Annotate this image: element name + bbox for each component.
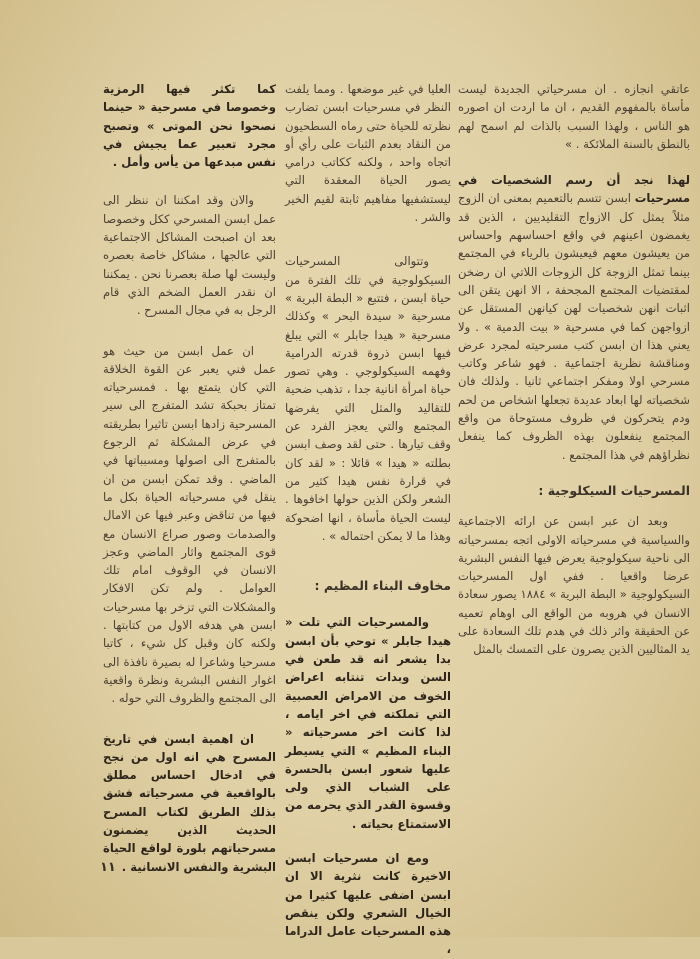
left-column bbox=[103, 80, 276, 876]
section-heading: مخاوف البناء المظيم : bbox=[314, 578, 451, 594]
paragraph: كما تكثر فيها الرمزية وخصوصا في مسرحية « حينما نصحوا نحن الموتى » وتصبح مجرد تعبير عما يجيش في نفس مبدعها من يأس وأمل . bbox=[103, 82, 276, 170]
right-column bbox=[458, 80, 690, 659]
paragraph: والان وقد امكننا ان ننظر الى عمل ابسن المسرحي ككل وخصوصا بعد ان اصبحت المشاكل الاجتماعية التي عالجها ، مشاكل خاصة بعصره وليست لها صلة بعصرنا نحن . يمكننا ان نقدر العمل الضخم الذي قام الرجل به في مجال المسرح . bbox=[103, 193, 276, 318]
paragraph: وبعد ان عبر ابسن عن ارائه الاجتماعية والسياسية في مسرحياته الاولى اتجه بمسرحياته الى ناحية سيكولوجية يعرض فيها النفس البشرية عرضا واقعيا . ففي اول المسرحيات السيكولوجية « البطة البرية » ١٨٨٤ يصور سعادة الانسان في هروبه من الواقع الى اوهام تعميه عن الحقيقة واثر ذلك في هدم تلك السعادة على يد المثاليين الذين يصرون على التمسك بالمثل bbox=[458, 514, 690, 657]
paragraph: العليا في غير موضعها . ومما يلفت النظر في مسرحيات ابسن تضارب نظرته للحياة حتى رماه السطحيون من النقاد بعدم الثبات على رأي أو اتجاه واحد ، ولكنه ككاتب درامي يصور الحياة المعقدة التي ليستشفيها مفاهيم ثابتة لقيم الخير والشر . bbox=[285, 82, 451, 225]
paragraph: والمسرحيات التي تلت « هيدا جابلر » توحي بأن ابسن بدا يشعر انه قد طعن في السن وبدات تنتابه اعراض الخوف من الامراض العصبية التي تملكته في اخر ايامه ، لذا كانت اخر مسرحياته « البناء المظيم » التي يسيطر عليها شعور ابسن بالحسرة على الشباب الذي ولى وقسوة القدر الذي يحرمه من الاستمتاع بحياته . bbox=[285, 615, 451, 831]
middle-column bbox=[285, 80, 451, 959]
paragraph-text: ابسن تتسم بالتعميم بمعنى ان الزوج مثلاً يمثل كل الازواج التقليديين ، الذين قد يغمضون اعينهم في واقع احساسهم واحساس من يعيشون معهم فيعيشون بالرياء في المجتمع بينما تمثل الزوجة كل الزوجات اللاتي ان رضخن لمقتضيات المجتمع المجحفة ، الا انهن يتقن الى اثبات انهن شخصيات لهن كيانهن المستقل عن ازواجهن كما في مسرحية « بيت الدمية » . ولا يعني هذا ان ابسن كتب مسرحيته لمجرد عرض ومناقشة نظرية اجتماعية . فهو شاعر وكاتب مسرحي اولا ومفكر اجتماعي ثانيا . ولذلك فان شخصياته لها ابعاد عديدة تجعلها اشخاص من لحم ودم يتحركون في ظروف مستوحاة من واقع المجتمع ينفعلون بهذه الظروف كما ينفعل نظراؤهم في هذا المجتمع . bbox=[458, 191, 690, 462]
paragraph bbox=[458, 171, 690, 464]
paragraph: ان اهمية ابسن في تاريخ المسرح هي انه اول من نجح في ادخال احساس مطلق بالواقعية في مسرحياته فشق بذلك الطريق لكتاب المسرح الحديث الذين يضمنون مسرحياتهم بلورة لواقع الحياة البشرية والنفس الانسانية . bbox=[103, 731, 276, 874]
section-heading: المسرحيات السيكلوجية : bbox=[538, 482, 690, 498]
paragraph: عاتقي انجازه . ان مسرحياتي الجديدة ليست مأساة بالمفهوم القديم ، ان ما اردت ان اصوره هو الناس ، ولهذا السبب بالذات لم اسمح لهم بالنطق بالسنة الملائكة . » bbox=[458, 82, 690, 151]
paragraph: ان عمل ابسن من حيث هو عمل فني يعبر عن القوة الخلاقة التي كان يتمتع بها . فمسرحياته تمتاز بحبكة تشد المتفرج الى سير المسرحية زادها ابسن تاثيرا بطريقته في عرض المشكلة ثم الرجوع بالمتفرج الى اصولها ومسبباتها في الماضي . وقد تمكن ابسن من ان ينقل في مسرحياته الحياة بكل ما فيها من تناقض وعبر فيها عن الامال والصدمات وصور صراع الانسان مع قوى المجتمع واثار الماضي وعجز الانسان في الوقوف امام تلك العوامل . ولم تكن الافكار والمشكلات التي تزخر بها مسرحيات ابسن هي هدفه الاول من كتابتها . ولكنه كان وقبل كل شيء ، كاتبا مسرحيا وشاعرا له بصيرة نافذة الى اغوار النفس البشرية ونظرة واقعية الى المجتمع والظروف التي حوله . bbox=[103, 343, 276, 706]
lead-in-bold: لهذا نجد أن رسم الشخصيات في مسرحيات bbox=[458, 173, 691, 206]
paragraph: وتتوالى المسرحيات السيكولوجية في تلك الفترة من حياة ابسن ، فتتبع « البطة البرية » مسرحية « سيدة البحر » وكذلك مسرحية « هيدا جابلر » التي يبلغ فيها ابسن ذروة قدرته الدرامية وفهمه السيكولوجي . وهي تصور حياة امرأة انانية جدا ، تذهب ضحية للتقاليد والمثل التي يفرضها المجتمع والتي يعجز الفرد عن وقف تيارها . حتى لقد وصف ابسن بطلته « هيدا » قائلا : « لقد كان في قرارة نفس هيدا كثير من الشعر ولكن الذين حولها اخافوها . ليست الحياة مأساة ، انها اضحوكة وهذا ما لا يمكن احتماله » . bbox=[285, 254, 451, 543]
page-number: ١١ bbox=[100, 860, 116, 875]
paragraph: ومع ان مسرحيات ابسن الاخيرة كانت نثرية الا ان ابسن اضفى عليها كثيرا من الخيال الشعري ولكن ينقص هذه المسرحيات عامل الدراما ، bbox=[285, 850, 451, 957]
